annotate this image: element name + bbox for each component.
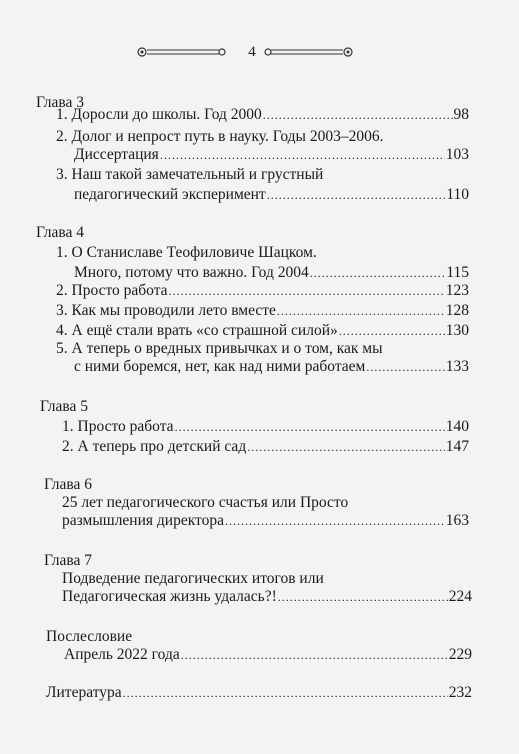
page-ref: 232 [448,684,472,701]
toc-entry[interactable]: Педагогическая жизнь удалась?! ..... 224 [62,588,472,608]
toc-entry-line: 3. Наш такой замечательный и грустный [56,166,324,183]
page-ref: 98 [453,106,469,123]
toc-entry[interactable]: 2. А теперь про детский сад ..... 147 [62,438,469,458]
toc-entry-line: 1. О Станиславе Теофиловиче Шацком. [56,244,317,261]
toc-entry-line: 25 лет педагогического счастья или Просто [62,494,349,511]
page-ref: 224 [448,588,472,605]
page-ref: 133 [445,358,469,375]
page-ref: 163 [445,512,469,529]
toc-entry[interactable]: 2. Просто работа ..... 123 [56,282,469,302]
toc-entry[interactable]: размышления директора ..... 163 [62,512,469,532]
page-ref: 130 [445,322,469,339]
page-ref: 123 [445,282,469,299]
page-ref: 110 [446,186,469,203]
toc-entry[interactable]: Диссертация ..... 103 [74,146,469,166]
toc-entry[interactable]: Апрель 2022 года ..... 229 [64,646,472,666]
scroll-ornament-right-icon [263,46,355,58]
chapter-title: Глава 4 [36,224,85,241]
afterword-title: Послесловие [46,628,133,645]
page-ref: 103 [445,146,469,163]
toc-entry-literature[interactable]: Литература ..... 232 [46,684,472,704]
scroll-ornament-left-icon [135,46,227,58]
toc-entry[interactable]: Много, потому что важно. Год 2004 ..... 115 [74,264,469,284]
page-ref: 229 [448,646,472,663]
toc-entry[interactable]: педагогический эксперимент ..... 110 [74,186,469,206]
page-ref: 115 [446,264,469,281]
page-ref: 128 [445,302,469,319]
toc-entry[interactable]: 4. А ещё стали врать «со страшной силой» ..... 130 [56,322,469,342]
chapter-title: Глава 6 [44,476,93,493]
toc-entry-line: 5. А теперь о вредных привычках и о том, как мы [56,340,383,357]
chapter-title: Глава 5 [40,398,89,415]
toc-entry-line: 2. Долог и непрост путь в науку. Годы 2003–2006. [56,128,384,145]
toc-entry[interactable]: 3. Как мы проводили лето вместе ..... 128 [56,302,469,322]
page-header [0,40,519,64]
toc-entry[interactable]: 1. Доросли до школы. Год 2000 ..... 98 [56,106,469,126]
page-number: 4 [248,44,256,60]
chapter-title: Глава 3 [36,94,85,111]
page-ref: 140 [445,418,469,435]
toc-entry[interactable]: с ними боремся, нет, как над ними работаем ..... 133 [74,358,469,378]
toc-entry-line: Подведение педагогических итогов или [62,570,324,587]
chapter-title: Глава 7 [44,552,93,569]
toc-entry[interactable]: 1. Просто работа ..... 140 [62,418,469,438]
page-ref: 147 [445,438,469,455]
